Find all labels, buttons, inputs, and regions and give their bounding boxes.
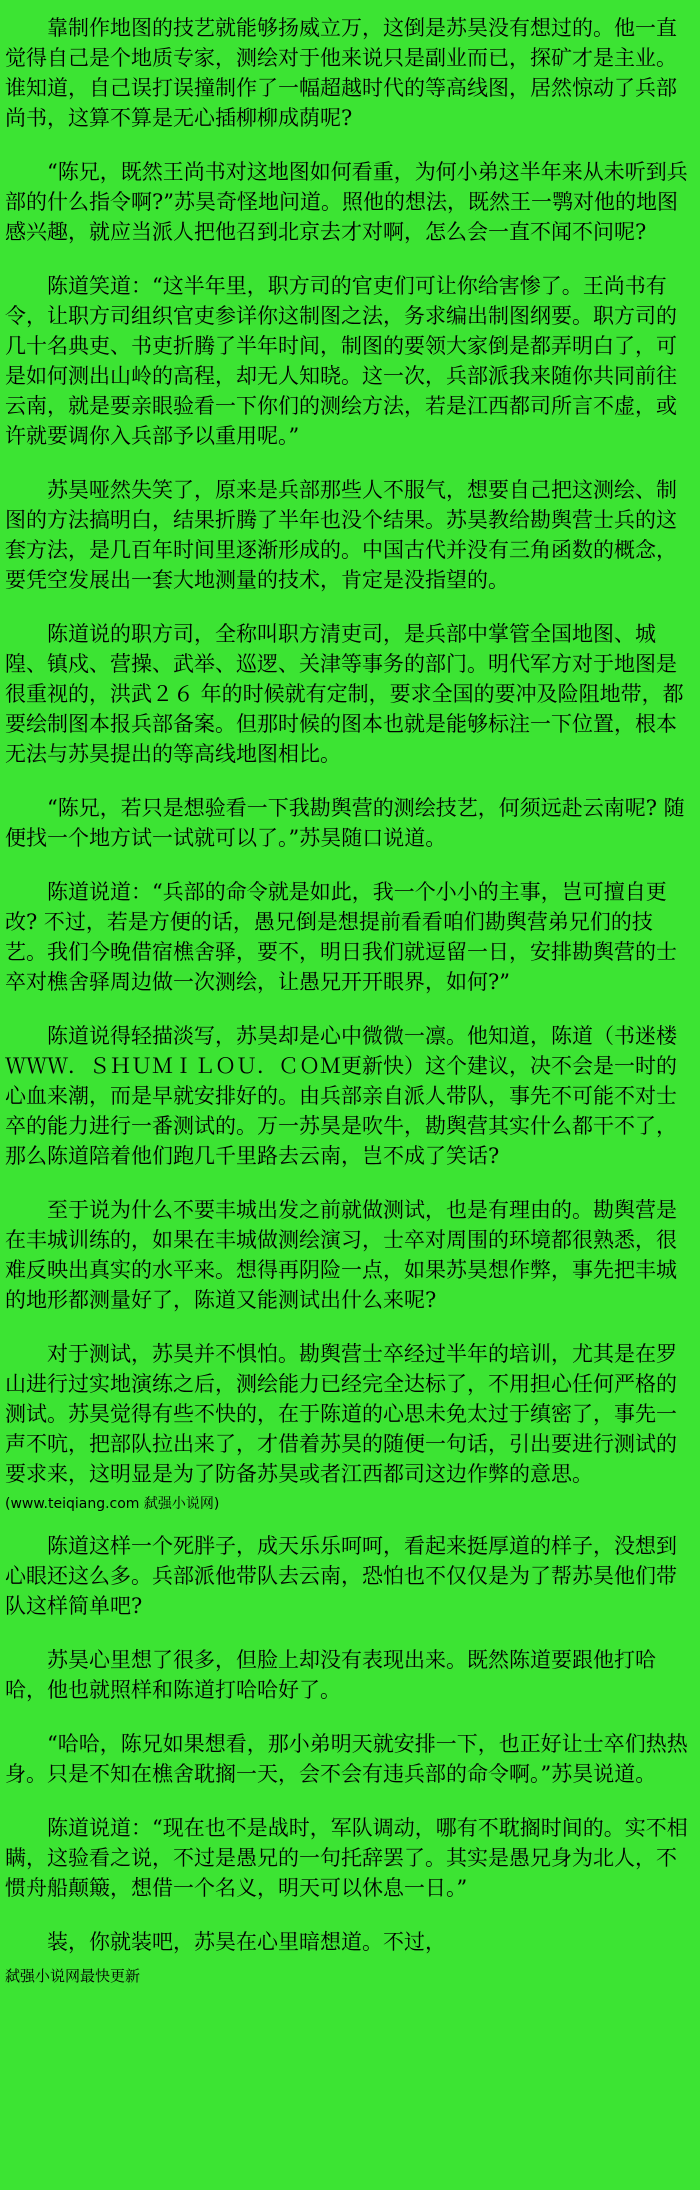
paragraph: “哈哈，陈兄如果想看，那小弟明天就安排一下，也正好让士卒们热热身。只是不知在樵舍耽搁一天，会不会有违兵部的命令啊。”苏昊说道。 — [5, 1732, 688, 1786]
novel-text — [5, 13, 694, 1986]
paragraph: 靠制作地图的技艺就能够扬威立万，这倒是苏昊没有想过的。他一直觉得自己是个地质专家，测绘对于他来说只是副业而已，探矿才是主业。谁知道，自己误打误撞制作了一幅超越时代的等高线图，居然惊动了兵部尚书，这算不算是无心插柳柳成荫呢? — [5, 16, 677, 130]
paragraph: 至于说为什么不要丰城出发之前就做测试，也是有理由的。勘舆营是在丰城训练的，如果在丰城做测绘演习，士卒对周围的环境都很熟悉，很难反映出真实的水平来。想得再阴险一点，如果苏昊想作弊，事先把丰城的地形都测量好了，陈道又能测试出什么来呢? — [5, 1198, 677, 1312]
paragraph: “陈兄，既然王尚书对这地图如何看重，为何小弟这半年来从未听到兵部的什么指令啊?”苏昊奇怪地问道。照他的想法，既然王一鹗对他的地图感兴趣，就应当派人把他召到北京去才对啊，怎么会一直不闻不问呢? — [5, 160, 688, 244]
site-watermark: (www.teiqiang.com 弑强小说网) — [5, 1496, 220, 1512]
paragraph: 苏昊哑然失笑了，原来是兵部那些人不服气，想要自己把这测绘、制图的方法搞明白，结果折腾了半年也没个结果。苏昊教给勘舆营士兵的这套方法，是几百年时间里逐渐形成的。中国古代并没有三角函数的概念，要凭空发展出一套大地测量的技术，肯定是没指望的。 — [5, 478, 677, 592]
paragraph: 对于测试，苏昊并不惧怕。勘舆营士卒经过半年的培训，尤其是在罗山进行过实地演练之后，测绘能力已经完全达标了，不用担心任何严格的测试。苏昊觉得有些不快的，在于陈道的心思未免太过于缜密了，事先一声不吭，把部队拉出来了，才借着苏昊的随便一句话，引出要进行测试的要求来，这明显是为了防备苏昊或者江西都司这边作弊的意思。 — [5, 1342, 677, 1486]
paragraph: 陈道说的职方司，全称叫职方清吏司，是兵部中掌管全国地图、城隍、镇戍、营操、武举、巡逻、关津等事务的部门。明代军方对于地图是很重视的，洪武２６ 年的时候就有定制，要求全国的要冲及险阻地带，都要绘制图本报兵部备案。但那时候的图本也就是能够标注一下位置，根本无法与苏昊提出的等高线地图相比。 — [5, 622, 684, 766]
footer-site-watermark: 弑强小说网最快更新 — [5, 1967, 141, 1985]
paragraph: 陈道说得轻描淡写，苏昊却是心中微微一凛。他知道，陈道（书迷楼ＷＷＷ．ＳＨＵＭＩＬＯＵ．ＣＯＭ更新快）这个建议，决不会是一时的心血来潮，而是早就安排好的。由兵部亲自派人带队，事先不可能不对士卒的能力进行一番测试的。万一苏昊是吹牛，勘舆营其实什么都干不了，那么陈道陪着他们跑几千里路去云南，岂不成了笑话? — [5, 1024, 677, 1168]
paragraph: 陈道笑道：“这半年里，职方司的官吏们可让你给害惨了。王尚书有令，让职方司组织官吏参详你这制图之法，务求编出制图纲要。职方司的几十名典吏、书吏折腾了半年时间，制图的要领大家倒是都弄明白了，可是如何测出山岭的高程，却无人知晓。这一次，兵部派我来随你共同前往云南，就是要亲眼验看一下你们的测绘方法，若是江西都司所言不虚，或许就要调你入兵部予以重用呢。” — [5, 274, 677, 448]
paragraph: “陈兄，若只是想验看一下我勘舆营的测绘技艺，何须远赴云南呢? 随便找一个地方试一试就可以了。”苏昊随口说道。 — [5, 796, 685, 850]
paragraph: 苏昊心里想了很多，但脸上却没有表现出来。既然陈道要跟他打哈哈，他也就照样和陈道打哈哈好了。 — [5, 1648, 656, 1702]
paragraph: 陈道这样一个死胖子，成天乐乐呵呵，看起来挺厚道的样子，没想到心眼还这么多。兵部派他带队去云南，恐怕也不仅仅是为了帮苏昊他们带队这样简单吧? — [5, 1534, 677, 1618]
paragraph: 陈道说道：“现在也不是战时，军队调动，哪有不耽搁时间的。实不相瞒，这验看之说，不过是愚兄的一句托辞罢了。其实是愚兄身为北人，不惯舟船颠簸，想借一个名义，明天可以休息一日。” — [5, 1816, 688, 1900]
paragraph: 装，你就装吧，苏昊在心里暗想道。不过， — [47, 1930, 446, 1954]
paragraph: 陈道说道：“兵部的命令就是如此，我一个小小的主事，岂可擅自更改? 不过，若是方便的话，愚兄倒是想提前看看咱们勘舆营弟兄们的技艺。我们今晚借宿樵舍驿，要不，明日我们就逗留一日，安排勘舆营的士卒对樵舍驿周边做一次测绘，让愚兄开开眼界，如何?” — [5, 880, 677, 994]
